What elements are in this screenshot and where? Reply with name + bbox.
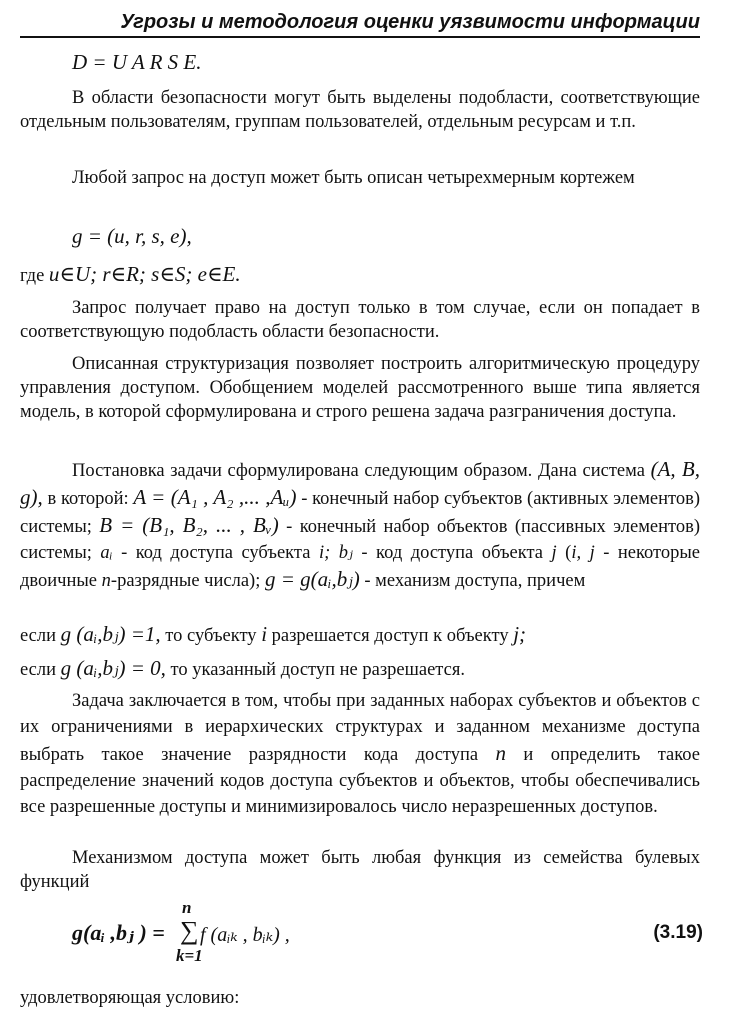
cond1-mid: то субъекту	[165, 626, 257, 646]
cond2-formula: g (aᵢ,bⱼ) = 0,	[60, 656, 166, 680]
paragraph-access-right: Запрос получает право на доступ только в том случае, если он попадает в соответствующую подобласть области безопасности.	[20, 298, 700, 342]
p5-text-7: (	[565, 543, 572, 563]
where-formula: u∈U; r∈R; s∈S; e∈E.	[48, 262, 241, 286]
p5-text-8: - некоторые двоичные	[20, 543, 701, 591]
running-header: Угрозы и методология оценки уязвимости информации	[20, 10, 700, 38]
cond2-prefix: если	[20, 660, 57, 680]
paragraph-structuring: Описанная структуризация позволяет построить алгоритмическую процедуру управления доступом. Обобщением моделей рассмотренного выше типа является модель, в которой сформулирована и строго решена задача разграничения доступа.	[20, 354, 700, 422]
p5-formula-n: n	[101, 571, 111, 591]
paragraph-condition-intro: удовлетворяющая условию:	[20, 988, 240, 1008]
equation-3-19	[72, 898, 372, 970]
p5-text-3: - конечный набор субъектов (активных элементов) системы;	[20, 489, 701, 537]
paragraph-problem-statement	[20, 456, 700, 594]
sum-sigma: ∑	[180, 916, 199, 945]
paragraph-task	[20, 688, 700, 820]
p5-formula-system: (A, B, g),	[20, 457, 700, 509]
sum-lower-limit: k=1	[176, 946, 203, 965]
p5-text-2: в которой:	[47, 489, 129, 509]
cond1-post: разрешается доступ к объекту	[271, 626, 509, 646]
p5-text-5: - код доступа субъекта	[121, 543, 311, 563]
p5-formula-mechanism: g = g(aᵢ,bⱼ)	[264, 567, 360, 591]
cond1-formula: g (aᵢ,bⱼ) =1,	[60, 622, 161, 646]
p6-text-1: Задача заключается в том, чтобы при заданных наборах субъектов и объектов с их ограничениями в иерархических структурах и заданном механизме доступа выбрать такое значение разрядности кода доступа	[20, 691, 700, 765]
p5-text-10: - механизм доступа, причем	[364, 571, 586, 591]
equation-rhs: f (aᵢₖ , bᵢₖ) ,	[200, 924, 290, 946]
p6-formula-n: n	[495, 741, 507, 765]
p5-formula-subjects: A = (A₁ , A₂ ,... ,Aᵤ)	[133, 485, 297, 509]
paragraph-domains: В области безопасности могут быть выделены подобласти, соответствующие отдельным пользователям, группам пользователей, отдельным ресурсам и т.п.	[20, 88, 700, 132]
equation-lhs: g(aᵢ ,bⱼ ) =	[72, 920, 165, 945]
cond1-j: j;	[513, 622, 527, 646]
p6-text-2: и определить такое распределение значений кодов доступа субъектов и объектов, чтобы обеспечивались все разрешенные доступы и минимизировалось число неразрешенных доступов.	[20, 745, 700, 817]
p5-text-1: Постановка задачи сформулирована следующим образом. Дана система	[72, 461, 645, 481]
where-line	[20, 262, 700, 288]
cond1-i: i	[261, 622, 268, 646]
p5-text-4: - конечный набор объектов (пассивных элементов) системы;	[20, 517, 701, 563]
sum-upper-limit: n	[182, 898, 192, 917]
p5-text-9: -разрядные числа);	[110, 571, 261, 591]
condition-denied	[20, 656, 700, 682]
equation-number: (3.19)	[653, 922, 703, 943]
p5-formula-objects: B = (B₁, B₂, ... , Bᵥ)	[99, 513, 279, 537]
formula-g: g = (u, r, s, e),	[72, 224, 192, 248]
formula-d: D = U A R S E.	[72, 50, 202, 74]
p5-formula-j: j	[551, 543, 557, 563]
cond1-prefix: если	[20, 626, 57, 646]
condition-allowed	[20, 622, 700, 648]
p5-formula-i: i;	[318, 543, 331, 563]
p5-text-6: - код доступа объекта	[361, 543, 543, 563]
p5-formula-ai: aᵢ	[100, 543, 113, 563]
where-prefix: где	[20, 266, 45, 286]
p5-formula-ij: i, j	[571, 543, 595, 563]
paragraph-request: Любой запрос на доступ может быть описан четырехмерным кортежем	[72, 168, 635, 188]
paragraph-mechanism: Механизмом доступа может быть любая функция из семейства булевых функций	[20, 848, 700, 892]
p5-formula-bj: bⱼ	[338, 543, 353, 563]
cond2-post: то указанный доступ не разрешается.	[170, 660, 465, 680]
